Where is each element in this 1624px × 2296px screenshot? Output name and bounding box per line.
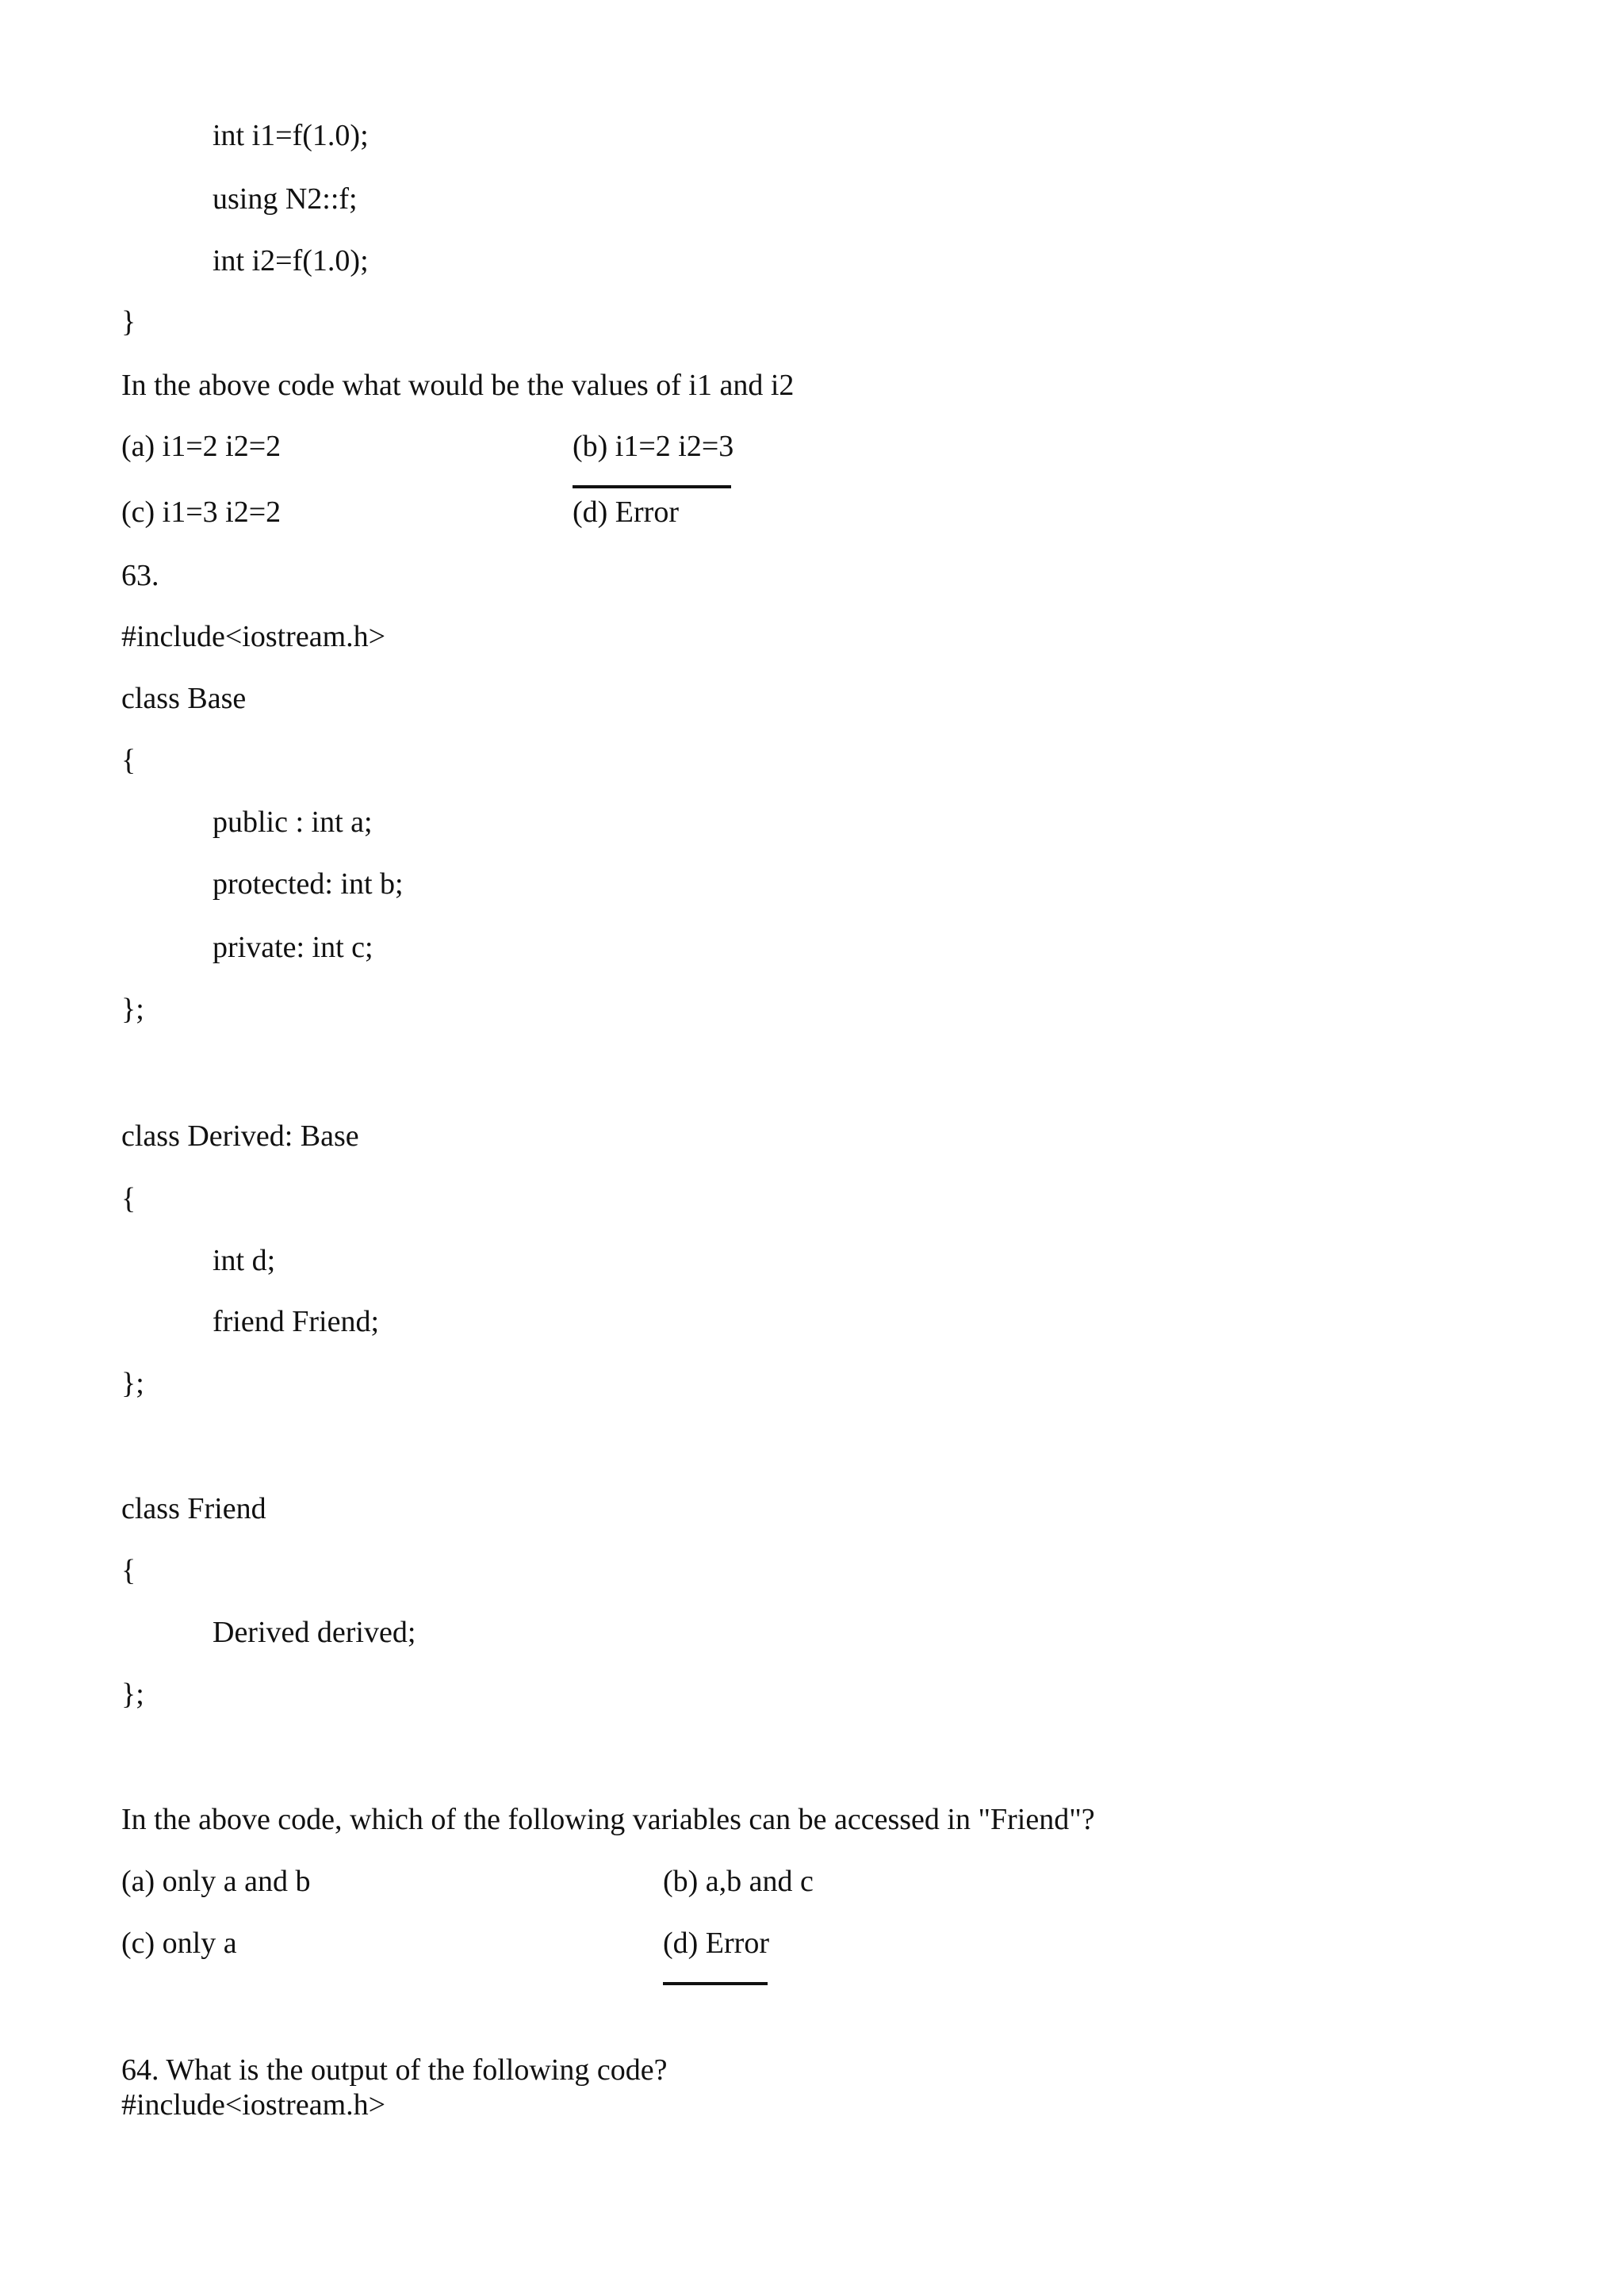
q62-answer-underline xyxy=(573,485,731,488)
q63-code-line-14: { xyxy=(121,1554,136,1587)
q63-code-line-7: }; xyxy=(121,993,144,1026)
q63-code-line-6: private: int c; xyxy=(213,931,373,964)
q63-question-text: In the above code, which of the following variables can be accessed in "Friend"? xyxy=(121,1803,1095,1836)
q63-option-d: (d) Error xyxy=(663,1927,769,1960)
q63-code-line-5: protected: int b; xyxy=(213,867,404,901)
q63-code-line-3: { xyxy=(121,744,136,777)
q63-code-line-16: }; xyxy=(121,1678,144,1711)
q62-code-line-1: int i1=f(1.0); xyxy=(213,119,369,152)
q63-code-line-4: public : int a; xyxy=(213,806,373,839)
q63-option-a: (a) only a and b xyxy=(121,1865,311,1898)
q63-answer-underline xyxy=(663,1982,768,1985)
q64-code-line-1: #include<iostream.h> xyxy=(121,2088,386,2122)
q62-option-d: (d) Error xyxy=(573,496,679,529)
q63-code-line-11: friend Friend; xyxy=(213,1305,380,1338)
q63-code-line-9: { xyxy=(121,1182,136,1215)
q63-code-line-8: class Derived: Base xyxy=(121,1119,359,1153)
q63-code-line-15: Derived derived; xyxy=(213,1616,416,1649)
q63-code-line-12: }; xyxy=(121,1367,144,1400)
q62-option-c: (c) i1=3 i2=2 xyxy=(121,496,282,529)
q63-code-line-10: int d; xyxy=(213,1244,276,1277)
q63-code-line-1: #include<iostream.h> xyxy=(121,620,386,653)
q63-option-b: (b) a,b and c xyxy=(663,1865,814,1898)
q63-code-line-13: class Friend xyxy=(121,1492,266,1525)
q62-code-line-3: int i2=f(1.0); xyxy=(213,244,369,277)
q62-option-b: (b) i1=2 i2=3 xyxy=(573,430,734,463)
q62-question-text: In the above code what would be the values of i1 and i2 xyxy=(121,369,795,402)
q63-number: 63. xyxy=(121,559,159,592)
q63-option-c: (c) only a xyxy=(121,1927,237,1960)
q63-code-line-2: class Base xyxy=(121,682,247,715)
q62-code-line-2: using N2::f; xyxy=(213,182,358,216)
q64-question-text: 64. What is the output of the following code? xyxy=(121,2053,668,2087)
q62-option-a: (a) i1=2 i2=2 xyxy=(121,430,282,463)
q62-code-line-4: } xyxy=(121,305,136,339)
